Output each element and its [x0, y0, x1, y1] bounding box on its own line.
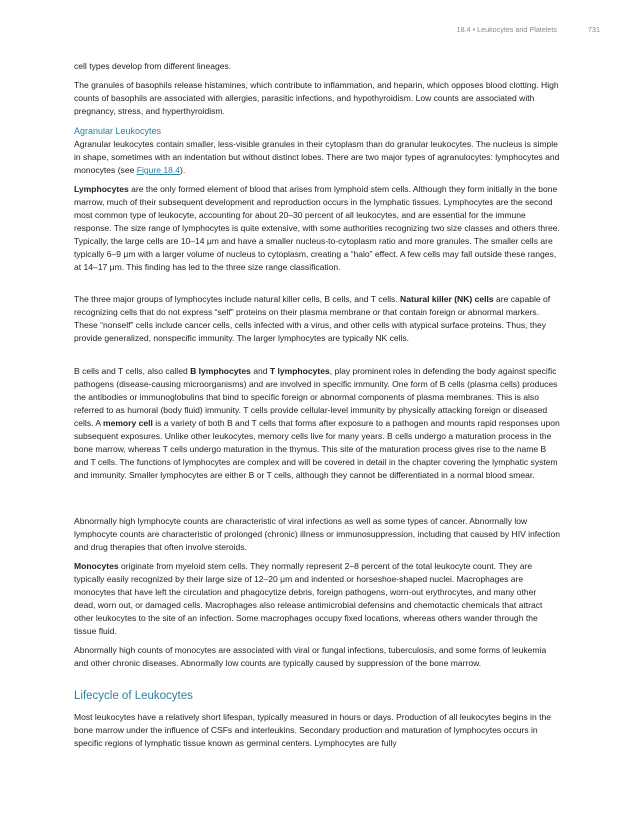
- page-number: 731: [588, 25, 600, 34]
- figure-18-4-link[interactable]: Figure 18.4: [136, 165, 180, 175]
- term-b-lymphocytes: B lymphocytes: [190, 366, 251, 376]
- term-memory-cell: memory cell: [102, 418, 153, 428]
- agranular-leukocytes-heading: Agranular Leukocytes: [74, 126, 162, 136]
- bt-text-and: and: [250, 366, 270, 376]
- running-header: [0, 25, 630, 39]
- monocytes-text: originate from myeloid stem cells. They normally represent 2–8 percent of the total leukocyte count. They are typically easily recognized by their large size of 12–20 μm and indented or horseshoe-shaped nuclei. Macrophages are monocytes that have left the circulation and phagocytize debris, foreign pathogens, worn-out erythrocytes, and many other dead, worn out, or damaged cells. Macrophages also release antimicrobial defensins and chemotactic chemicals that attract other leukocytes to the site of an infection. Some macrophages occupy fixed locations, whereas others wander through the tissue fluid.: [74, 561, 543, 636]
- paragraph-agranular: [74, 138, 560, 177]
- paragraph-monocyte-counts: Abnormally high counts of monocytes are associated with viral or fungal infections, tuberculosis, and some forms of leukemia and other chronic diseases. Abnormally low counts are typically caused by suppression of the bone marrow.: [74, 645, 547, 668]
- paragraph-nk-cells: [74, 293, 560, 345]
- nk-text-a: The three major groups of lymphocytes include natural killer cells, B cells, and T cells.: [74, 294, 401, 304]
- paragraph-b-t-cells: [74, 365, 560, 482]
- term-t-lymphocytes: T lymphocytes: [269, 366, 330, 376]
- agranular-text: Agranular leukocytes contain smaller, less-visible granules in their cytoplasm than do granular leukocytes. The nucleus is simple in shape, sometimes with an indentation but without distinct lobes. There are two major types of agranulocytes: lymphocytes and monocytes (see: [74, 139, 560, 175]
- paragraph-basophils: The granules of basophils release histamines, which contribute to inflammation, and heparin, which opposes blood clotting. High counts of basophils are associated with allergies, parasitic infections, and hypothyroidism. Low counts are associated with pregnancy, stress, and hyperthyroidism.: [74, 80, 559, 116]
- paragraph-lineage: cell types develop from different lineages.: [74, 61, 232, 71]
- section-title: 18.4 • Leukocytes and Platelets: [456, 25, 557, 34]
- agranular-text-end: ).: [179, 165, 186, 175]
- paragraph-lifecycle: Most leukocytes have a relatively short lifespan, typically measured in hours or days. Production of all leukocytes begins in the bone marrow under the influence of CSFs and interleukins. Secondary production and maturation of lymphocytes occurs in specific regions of lymphatic tissue known as germinal centers. Lymphocytes are fully: [74, 712, 551, 748]
- term-monocytes: Monocytes: [74, 561, 119, 571]
- bt-text-c: is a variety of both B and T cells that forms after exposure to a pathogen and mounts rapid responses upon subsequent exposures. Unlike other leukocytes, memory cells live for many years. B cells undergo a maturation process in the bone marrow, whereas T cells undergo maturation in the thymus. This site of the maturation process gives rise to the name B and T cells. The functions of lymphocytes are complex and will be covered in detail in the chapter covering the lymphatic system and immunity. Smaller lymphocytes are either B or T cells, although they cannot be differentiated in a normal blood smear.: [74, 418, 560, 480]
- lymphocytes-text: are the only formed element of blood that arises from lymphoid stem cells. Although they form initially in the bone marrow, much of their subsequent development and reproduction occurs in the lymphatic tissues. Lymphocytes are the second most common type of leukocyte, accounting for about 20–30 percent of all leukocytes, and are essential for the immune response. The size range of lymphocytes is quite extensive, with some authorities recognizing two size classes and others three. Typically, the large cells are 10–14 μm and have a smaller nucleus-to-cytoplasm ratio and more granules. The smaller cells are typically 6–9 μm with a larger volume of nucleus to cytoplasm, creating a “halo” effect. A few cells may fall outside these ranges, at 14–17 μm. This finding has led to the three size range classification.: [74, 184, 560, 272]
- paragraph-lymphocytes: [74, 183, 560, 274]
- term-lymphocytes: Lymphocytes: [74, 184, 129, 194]
- bt-text-b: , play prominent roles in defending the body against specific pathogens (disease-causing microorganisms) and are involved in specific immunity. One form of B cells (plasma cells) produces the antibodies or immunoglobulins that bind to specific foreign or abnormal components of plasma membranes. This is also referred to as humoral (body fluid) immunity. T cells provide cellular-level immunity by physically attacking foreign or diseased cells. A: [74, 366, 558, 428]
- term-nk-cells: Natural killer (NK) cells: [400, 294, 494, 304]
- lifecycle-heading: Lifecycle of Leukocytes: [74, 690, 193, 702]
- paragraph-monocytes: [74, 560, 560, 638]
- nk-text-b: are capable of recognizing cells that do not express “self” proteins on their plasma membrane or that contain foreign or abnormal markers. These “nonself” cells include cancer cells, cells infected with a virus, and other cells with atypical surface proteins. Thus, they provide generalized, nonspecific immunity. The larger lymphocytes are typically NK cells.: [74, 294, 551, 343]
- bt-text-a: B cells and T cells, also called: [74, 366, 191, 376]
- paragraph-lymphocyte-counts: Abnormally high lymphocyte counts are characteristic of viral infections as well as some types of cancer. Abnormally low lymphocyte counts are characteristic of prolonged (chronic) illness or immunosuppression, including that caused by HIV infection and drug therapies that often involve steroids.: [74, 516, 560, 552]
